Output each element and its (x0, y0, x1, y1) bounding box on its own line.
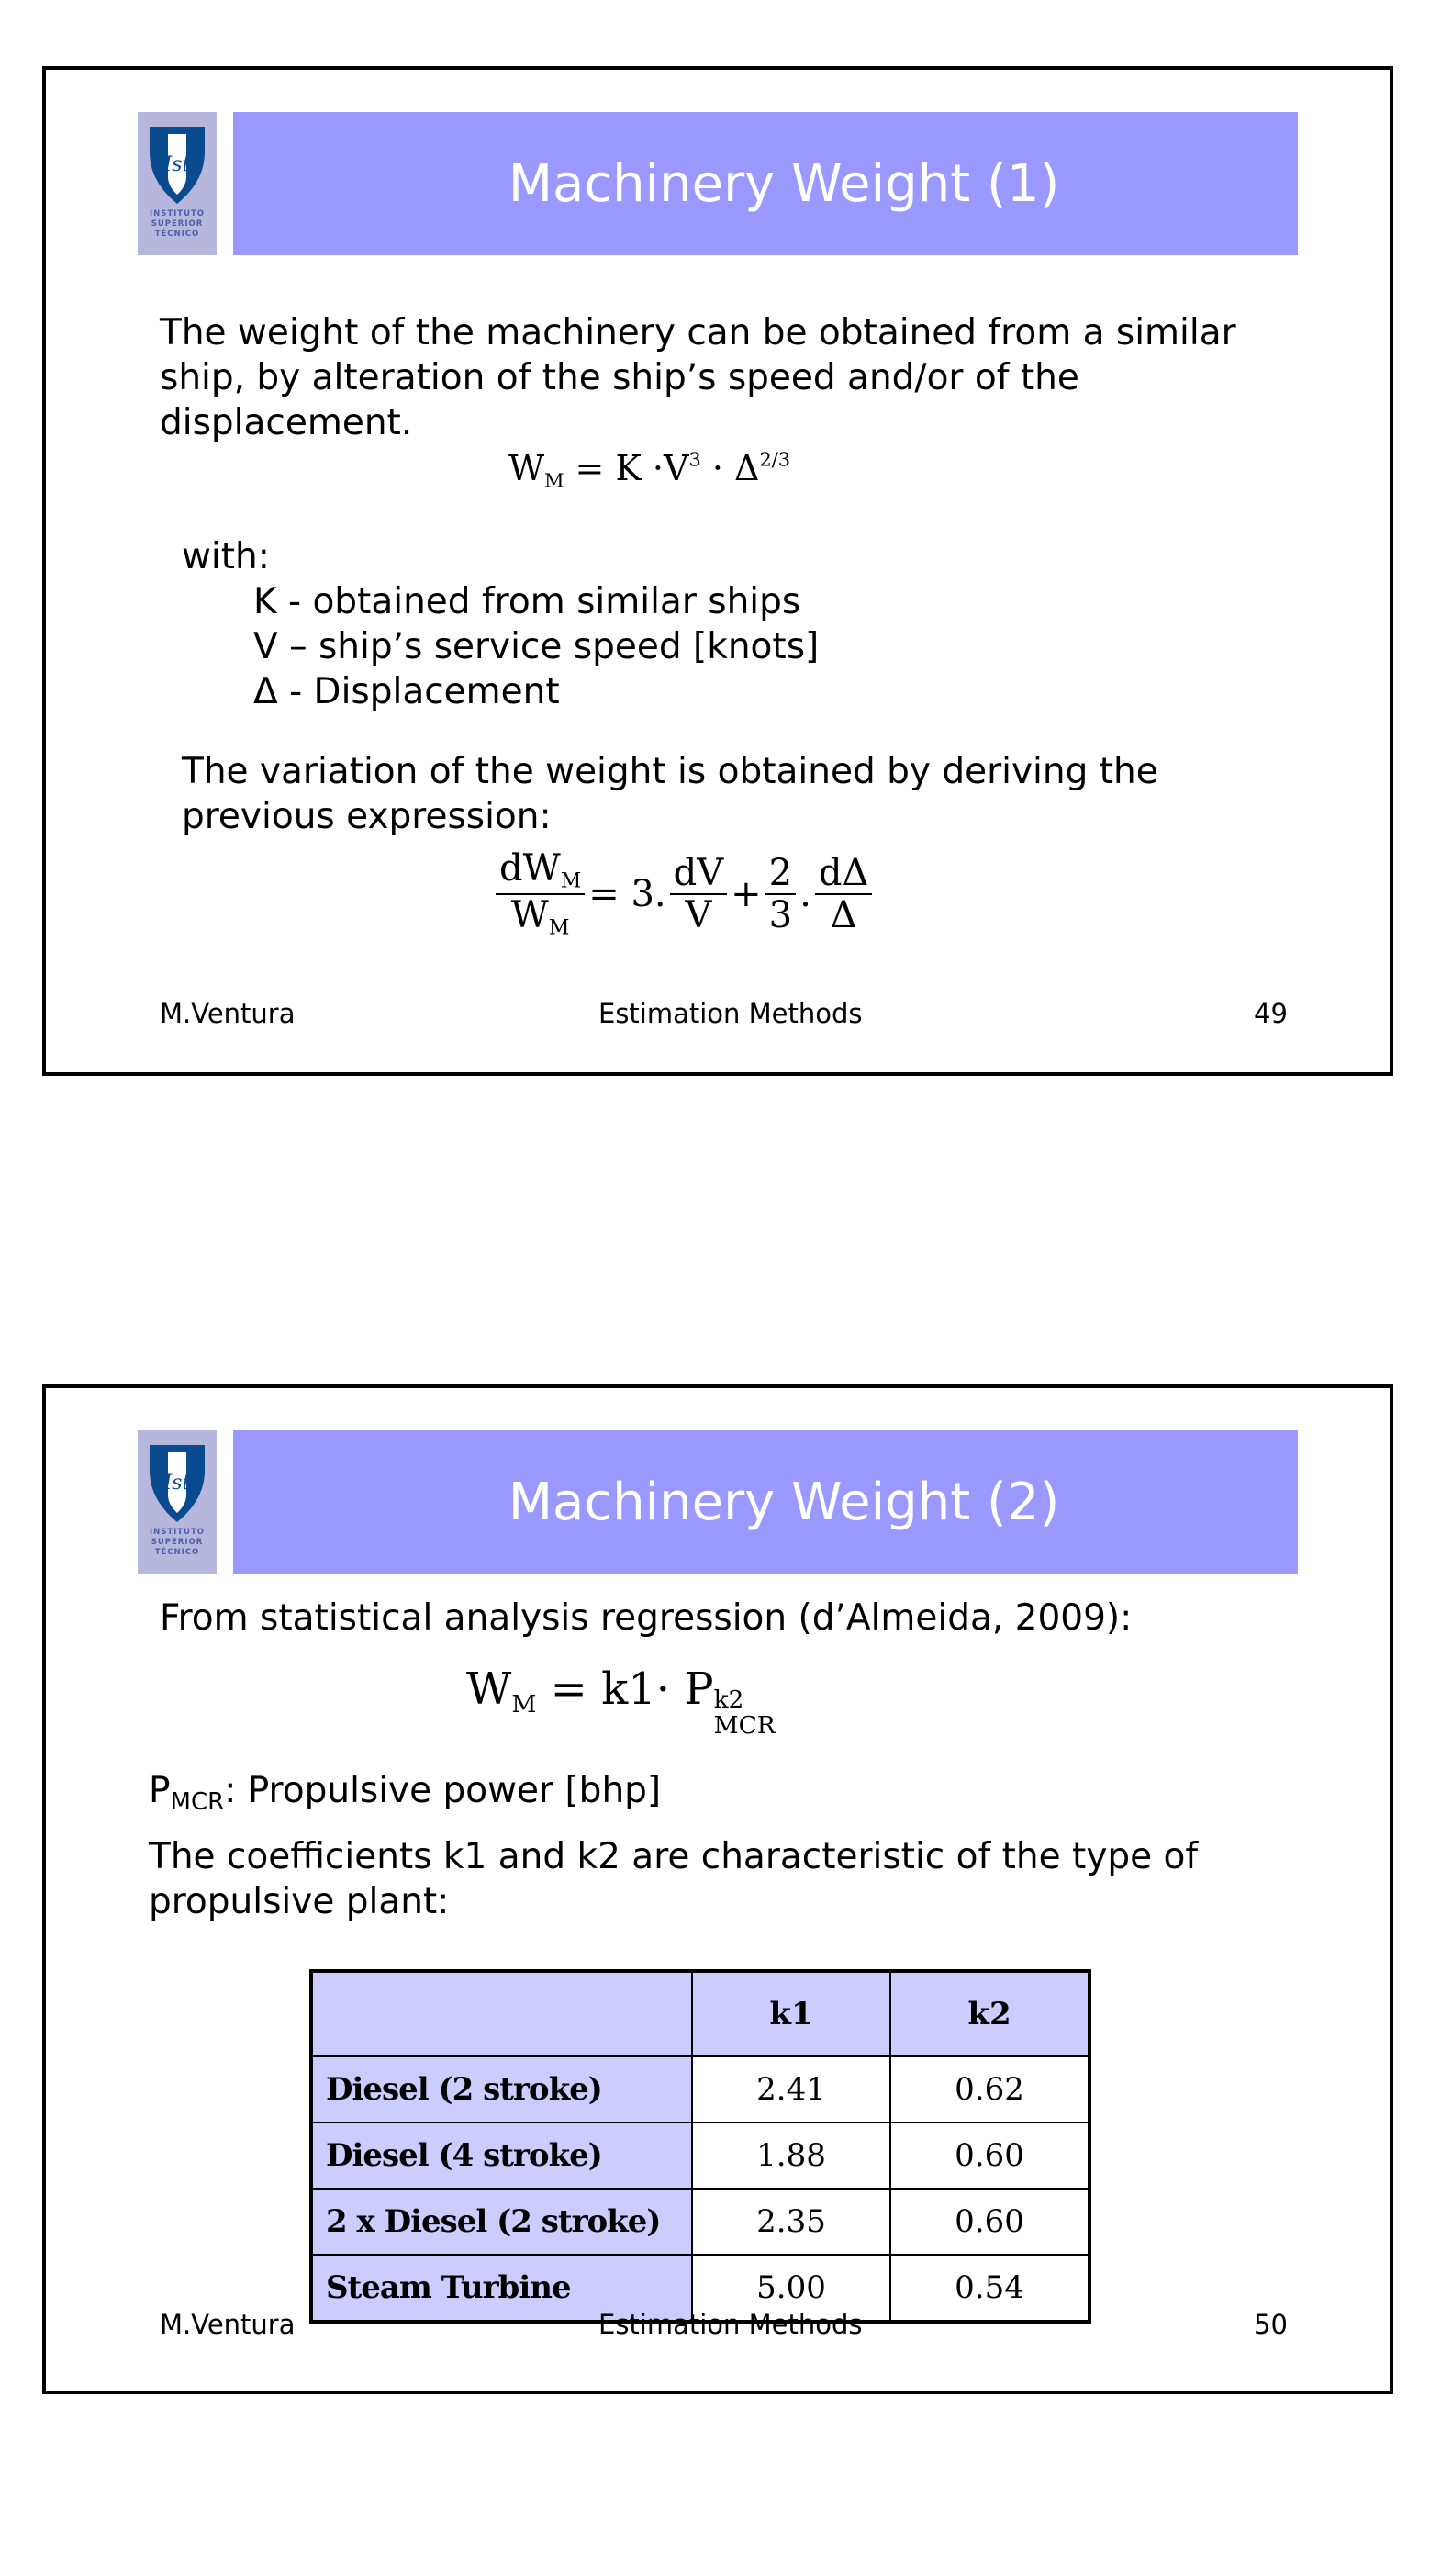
frac-num-sub: M (560, 869, 582, 893)
footer-author: M.Ventura (160, 2309, 296, 2340)
k2-cell: 0.60 (890, 2122, 1089, 2189)
logo-line: INSTITUTO (149, 209, 206, 218)
weight-formula (508, 448, 790, 491)
k1-cell: 2.41 (692, 2056, 890, 2122)
variation-line: The variation of the weight is obtained by deriving the (182, 751, 1158, 792)
formula-v-exponent: 3 (688, 448, 701, 471)
logo-line: TÉCNICO (154, 230, 200, 239)
frac-den: W (510, 893, 549, 936)
frac-den: Δ (830, 893, 857, 936)
slide-50 (42, 1384, 1393, 2394)
formula-lhs: W (508, 448, 545, 488)
k1-cell: 2.35 (692, 2189, 890, 2255)
k2-cell: 0.54 (890, 2255, 1089, 2322)
pmcr-definition (149, 1768, 661, 1825)
intro-line: displacement. (160, 402, 413, 443)
fraction-dv (670, 853, 728, 935)
pmcr-text: : Propulsive power [bhp] (224, 1770, 662, 1811)
formula-lhs-sub: M (544, 469, 564, 492)
pmcr-symbol: P (149, 1770, 171, 1811)
formula-p-scripts (714, 1687, 776, 1738)
logo-line: SUPERIOR (151, 1538, 204, 1547)
frac-den: 3 (768, 893, 793, 936)
footer-course: Estimation Methods (598, 998, 863, 1029)
frac-num: 2 (765, 853, 796, 895)
intro-paragraph (160, 310, 1236, 445)
logo-line: SUPERIOR (151, 219, 204, 229)
page-number: 50 (1254, 2309, 1288, 2340)
plant-type-cell: Steam Turbine (311, 2255, 692, 2322)
k2-cell: 0.62 (890, 2056, 1089, 2122)
with-label: with: (182, 536, 270, 577)
footer-course: Estimation Methods (598, 2309, 863, 2340)
shield-icon (148, 1443, 207, 1524)
slide-title-bar (233, 1430, 1298, 1574)
ist-logo (138, 1430, 217, 1574)
ist-logo (138, 112, 217, 255)
table-header-row (311, 1971, 1089, 2056)
formula-k-v: = K ·V (575, 448, 689, 488)
intro-paragraph: From statistical analysis regression (d’Almeida, 2009): (160, 1597, 1133, 1639)
table-row (311, 2122, 1089, 2189)
svg-text:Ist: Ist (163, 1472, 191, 1495)
table-row (311, 2189, 1089, 2255)
slide-title: Machinery Weight (1) (508, 153, 1060, 214)
intro-line: ship, by alteration of the ship’s speed and/or of the (160, 357, 1079, 398)
pmcr-subscript: MCR (170, 1787, 225, 1816)
plant-type-cell: Diesel (4 stroke) (311, 2122, 692, 2189)
frac-num: dW (499, 847, 561, 890)
formula-lhs: W (466, 1663, 512, 1715)
dot-operator: . (799, 872, 811, 915)
variation-line: previous expression: (182, 796, 552, 837)
logo-line: INSTITUTO (149, 1528, 206, 1537)
plant-type-cell: 2 x Diesel (2 stroke) (311, 2189, 692, 2255)
svg-text:Ist: Ist (163, 153, 191, 176)
footer-author: M.Ventura (160, 998, 296, 1029)
fraction-ddelta (815, 853, 873, 935)
logo-text (138, 1528, 217, 1558)
coef-line: propulsive plant: (149, 1881, 450, 1922)
slide-title: Machinery Weight (2) (508, 1472, 1060, 1532)
derivative-formula (492, 848, 876, 940)
k1-cell: 1.88 (692, 2122, 890, 2189)
plant-type-cell: Diesel (2 stroke) (311, 2056, 692, 2122)
fraction-dwm (496, 848, 585, 940)
formula-delta-exponent: 2/3 (759, 448, 791, 471)
logo-text (138, 209, 217, 240)
slide-49 (42, 66, 1393, 1076)
definitions-list (253, 579, 819, 714)
formula-p-exponent: k2 (713, 1685, 744, 1714)
variation-paragraph (182, 749, 1158, 839)
formula-lhs-sub: M (511, 1690, 537, 1719)
page-number: 49 (1254, 998, 1288, 1029)
intro-line: The weight of the machinery can be obtained from a similar (160, 312, 1236, 353)
logo-line: TÉCNICO (154, 1548, 200, 1557)
frac-num: dV (670, 853, 728, 895)
definition-item: K - obtained from similar ships (253, 581, 801, 622)
regression-formula (466, 1663, 776, 1738)
coefficients-paragraph (149, 1834, 1198, 1924)
equals-three: = 3. (588, 872, 666, 915)
coefficients-table (309, 1969, 1091, 2324)
formula-p-subscript: MCR (713, 1710, 776, 1740)
definition-item: Δ - Displacement (253, 671, 560, 712)
shield-icon (148, 125, 207, 206)
formula-delta: · Δ (711, 448, 760, 488)
fraction-two-thirds (765, 853, 796, 935)
slide-title-bar (233, 112, 1298, 255)
frac-den: V (685, 893, 712, 936)
k1-cell: 5.00 (692, 2255, 890, 2322)
definition-item: V – ship’s service speed [knots] (253, 626, 820, 667)
header-cell-empty (311, 1971, 692, 2056)
k2-cell: 0.60 (890, 2189, 1089, 2255)
table-row (311, 2056, 1089, 2122)
formula-rhs: = k1· P (550, 1663, 714, 1715)
plus-sign: + (731, 872, 762, 915)
header-cell-k1: k1 (692, 1971, 890, 2056)
header-cell-k2: k2 (890, 1971, 1089, 2056)
frac-num: dΔ (815, 853, 873, 895)
frac-den-sub: M (548, 916, 570, 940)
coef-line: The coefficients k1 and k2 are characteristic of the type of (149, 1836, 1199, 1877)
